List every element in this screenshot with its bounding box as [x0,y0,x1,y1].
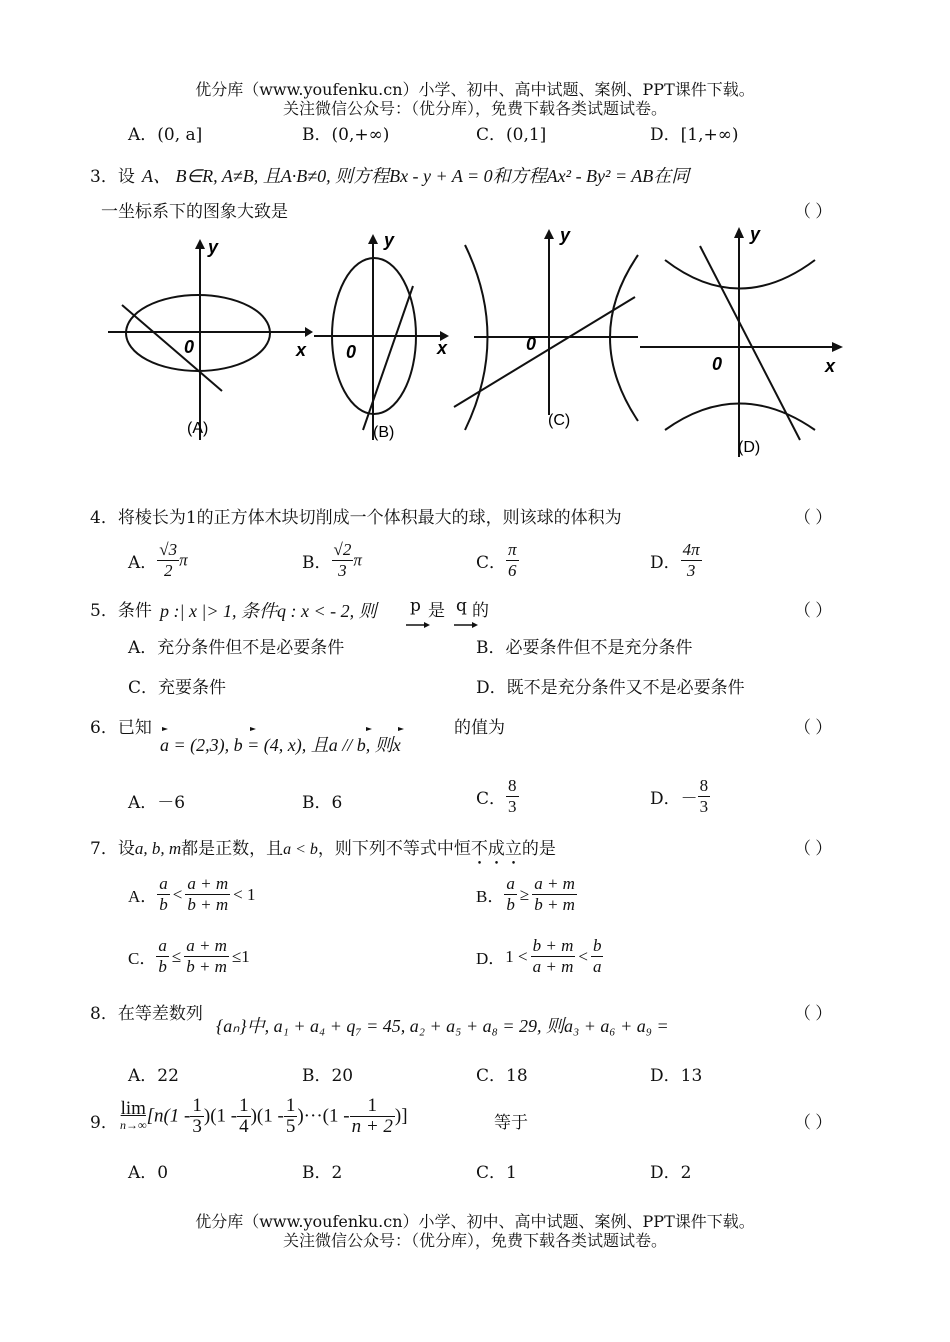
q6-b2-arrow-icon [398,727,404,731]
graph-d-caption: (D) [738,439,761,456]
q4-option-d [650,540,702,581]
graph-b-origin: 0 [346,342,357,362]
q7-d-frac1 [531,936,576,977]
q6-b-text: 6 [331,793,343,813]
q5-of: 的 [472,601,489,621]
q7-emphasis: 不成立 [470,839,522,859]
graph-d-x-label: x [825,356,836,376]
q9-option-c: C．1 [476,1163,517,1183]
q7-c-f2n: a + m [186,936,227,955]
q9-f2n: 1 [239,1095,249,1116]
q9-expr-c: )(1 - [250,1105,284,1127]
graph-b-caption: (B) [373,424,395,441]
q7-d-f2n: b [592,936,602,955]
q3-stem: A、 B∈R, A≠B, 且A·B≠0, 则方程Bx - y + A = 0和方程Ax² - By² = AB在同 [142,166,690,186]
q6-d-label: D． [650,789,681,809]
q9-number: 9． [90,1113,118,1133]
q5-stem: 5．条件 [90,601,152,621]
q6-tail: 的值为 [454,718,505,738]
q9-tail: 等于 [494,1113,528,1133]
q9-expr-e: )] [394,1105,408,1127]
q7-option-c [128,936,250,977]
q9-lim: lim [120,1097,146,1119]
q7-answer-blank: （ ） [794,839,833,858]
header-line-1: 优分库（www.youfenku.cn）小学、初中、高中试题、案例、PPT课件下载。 [195,80,755,99]
graph-c-line [454,297,635,407]
graph-d-y-label: y [750,224,761,244]
q9-option-b: B．2 [302,1163,343,1183]
q7-d-label: D． [476,949,506,968]
q7-stem [90,834,556,869]
q9-f4n: 1 [350,1096,395,1117]
q5-is: 是 [428,601,445,621]
q5-option-d: D．既不是充分条件又不是必要条件 [476,678,745,698]
q7-a-frac1 [157,874,170,915]
q7-c-f1n: a [158,936,167,955]
q9-limit [120,1097,147,1133]
q9-expr-b: )(1 - [203,1105,238,1127]
q3-stem-line2: 一坐标系下的图象大致是 [101,202,288,222]
q4-option-a-fraction [157,540,179,581]
q9-expr-d: )···(1 - [297,1105,350,1127]
q7-stem-b: 都是正数，且 [181,839,284,859]
q2-option-a: A．(0, a] [128,125,203,145]
q4-option-d-fraction [681,540,702,581]
q7-option-d [476,936,603,977]
q7-a-f1n: a [159,874,168,893]
q5-vector-arrows [404,620,484,630]
q7-a-f2d: b + m [187,895,229,914]
q8-option-d: D．13 [650,1066,703,1086]
q7-b-frac1 [504,874,517,915]
q4-option-a [128,540,188,581]
q7-c-frac1 [156,936,169,977]
q7-stem-c: ，则下列不等式中恒 [317,839,471,859]
footer-line-2: 关注微信公众号：（优分库），免费下载各类试题试卷。 [282,1231,667,1250]
q6-c-label: C． [476,789,507,809]
q6-d-sign: － [680,789,698,809]
q7-d-f1n: b + m [532,936,574,955]
q6-a-label: A． [128,793,158,813]
q9-answer-blank: （ ） [794,1113,833,1132]
q7-b-f1d: b [506,895,515,914]
q9-expression [120,1096,408,1137]
q6-vector-arrows [158,724,408,734]
q4-stem: 4．将棱长为1的正方体木块切削成一个体积最大的球，则该球的体积为 [90,508,622,528]
q4-option-c-fraction [506,540,519,581]
q4-c-den: 6 [508,561,517,580]
q4-a-num: √3 [159,540,178,559]
q7-d-f1d: a + m [532,957,574,976]
footer-line-1: 优分库（www.youfenku.cn）小学、初中、高中试题、案例、PPT课件下载。 [195,1212,755,1231]
q7-option-a [128,874,255,915]
q7-a-op: < [172,884,183,904]
graph-a-y-arrow-icon [195,239,205,249]
q5-p: p [410,596,421,616]
q7-d-frac2 [591,936,604,977]
q6-a-text: －6 [157,793,186,813]
q7-c-frac2 [184,936,229,977]
graph-a-origin: 0 [184,337,195,357]
q6-math: a = (2,3), b = (4, x), 且a // b, 则x [160,735,401,755]
q7-b-op: ≥ [519,884,530,904]
q2-option-c: C．(0,1] [476,125,547,145]
q6-c-fraction [506,776,519,817]
q9-f2d: 4 [239,1116,249,1137]
graph-a [100,235,315,445]
graph-d-origin: 0 [712,354,723,374]
q4-option-c-label: C． [476,553,507,573]
q5-p-arrowhead-icon [424,622,430,628]
graph-c-caption: (C) [548,412,571,429]
q6-d-fraction [698,776,711,817]
q7-b-f2d: b + m [534,895,575,914]
q5-math: p :| x |> 1, 条件q : x < - 2, 则 [160,601,377,621]
q4-answer-blank: （ ） [794,508,833,527]
q6-option-b [302,788,342,813]
q9-expr-a: [n(1 - [146,1105,191,1127]
header-line-2: 关注微信公众号：（优分库），免费下载各类试题试卷。 [282,99,667,118]
q9-f4d: n + 2 [351,1116,393,1137]
q7-b-f2n: a + m [534,874,575,893]
q8-option-c: C．18 [476,1066,528,1086]
q9-option-a: A．0 [128,1163,169,1183]
q7-d-f2d: a [592,957,602,976]
q6-a2-arrow-icon [366,727,372,731]
q6-option-c [476,776,519,817]
q5-option-b: B．必要条件但不是充分条件 [476,638,693,658]
q4-d-num: 4π [682,540,700,559]
q7-a-f1d: b [159,895,168,914]
graph-a-caption: (A) [187,420,209,437]
q6-stem: 6．已知 [90,718,152,738]
graph-c-origin: 0 [526,334,537,354]
q6-d-den: 3 [699,797,709,816]
q4-b-num: √2 [333,540,352,559]
q7-cond: a < b [283,841,318,858]
q6-b-arrow-icon [250,727,256,731]
q6-option-d [650,776,710,817]
q9-f1n: 1 [192,1095,202,1116]
q2-option-d: D．[1,+∞) [650,125,739,145]
q4-option-d-label: D． [650,553,681,573]
q9-option-d: D．2 [650,1163,692,1183]
q7-vars: a, b, m [134,839,182,858]
q4-d-den: 3 [686,561,696,580]
q7-stem-d: 的是 [521,839,556,859]
q8-answer-blank: （ ） [794,1004,833,1023]
q7-c-tail: ≤1 [231,946,250,966]
q5-q: q [456,596,467,616]
q9-f3d: 5 [285,1116,296,1137]
q6-d-num: 8 [699,776,709,795]
graph-b-y-label: y [384,230,395,250]
graph-a-y-label: y [208,237,219,257]
q7-b-frac2 [532,874,577,915]
q9-frac1 [190,1096,204,1137]
q4-option-b-label: B． [302,553,332,573]
graph-d-x-arrow-icon [832,342,843,352]
q7-option-b [476,874,577,915]
q7-a-tail: < 1 [233,884,256,904]
graph-c [450,225,645,435]
q6-a-arrow-icon [162,727,168,731]
graph-b [310,230,460,445]
graph-b-x-label: x [437,338,448,358]
q8-option-a: A．22 [128,1066,179,1086]
graph-d-line [700,246,800,440]
graph-c-y-arrow-icon [544,229,554,239]
q6-answer-blank: （ ） [794,718,833,737]
q7-b-label: B． [476,887,505,906]
q4-option-a-label: A． [128,553,158,573]
q7-a-label: A． [128,887,158,906]
graph-a-line [122,305,222,391]
q7-stem-a: 7．设 [90,839,135,859]
q7-d-head: 1 < [505,946,528,966]
q4-b-suffix: π [353,550,362,570]
q4-a-suffix: π [179,550,188,570]
q4-option-b [302,540,362,581]
graph-b-y-arrow-icon [368,234,378,244]
q7-b-f1n: a [506,874,515,893]
q7-c-label: C． [128,949,157,968]
q8-math: {aₙ}中, a₁ + a₄ + q₇ = 45, a₂ + a₅ + a₈ = 29, 则a₃ + a₆ + a₉ = [216,1016,669,1036]
q8-option-b: B．20 [302,1066,354,1086]
q5-q-arrowhead-icon [472,622,478,628]
q3-number: 3．设 [90,167,135,187]
q4-a-den: 2 [163,561,173,580]
q6-c-den: 3 [508,797,517,816]
q9-f1d: 3 [192,1116,202,1137]
q5-answer-blank: （ ） [794,601,833,620]
q4-b-den: 3 [338,561,347,580]
q7-c-f1d: b [158,957,167,976]
q2-option-b: B．(0,+∞) [302,125,390,145]
q6-option-a [128,788,185,813]
q9-frac4 [350,1096,395,1137]
q7-a-f2n: a + m [187,874,229,893]
q6-b-label: B． [302,793,332,813]
q5-option-c: C．充要条件 [128,678,227,698]
graph-a-x-label: x [296,340,307,360]
graph-d-y-arrow-icon [734,227,744,238]
q9-frac3 [284,1096,298,1137]
graph-c-y-label: y [560,225,571,245]
q4-c-num: π [508,540,517,559]
q7-c-f2d: b + m [186,957,227,976]
q4-option-b-fraction [332,540,354,581]
q3-answer-blank: （ ） [794,202,833,221]
graph-d [640,222,845,462]
q5-option-a: A．充分条件但不是必要条件 [128,638,345,658]
q9-f3n: 1 [285,1095,296,1116]
graph-b-line [363,286,413,430]
q9-lim-sub: n→∞ [120,1117,147,1132]
q9-frac2 [237,1096,251,1137]
q6-c-num: 8 [508,776,517,795]
q7-d-op: < [578,946,588,966]
q7-a-frac2 [185,874,230,915]
q4-option-c [476,540,519,581]
q7-c-op: ≤ [171,946,182,966]
q8-stem: 8．在等差数列 [90,1004,203,1024]
